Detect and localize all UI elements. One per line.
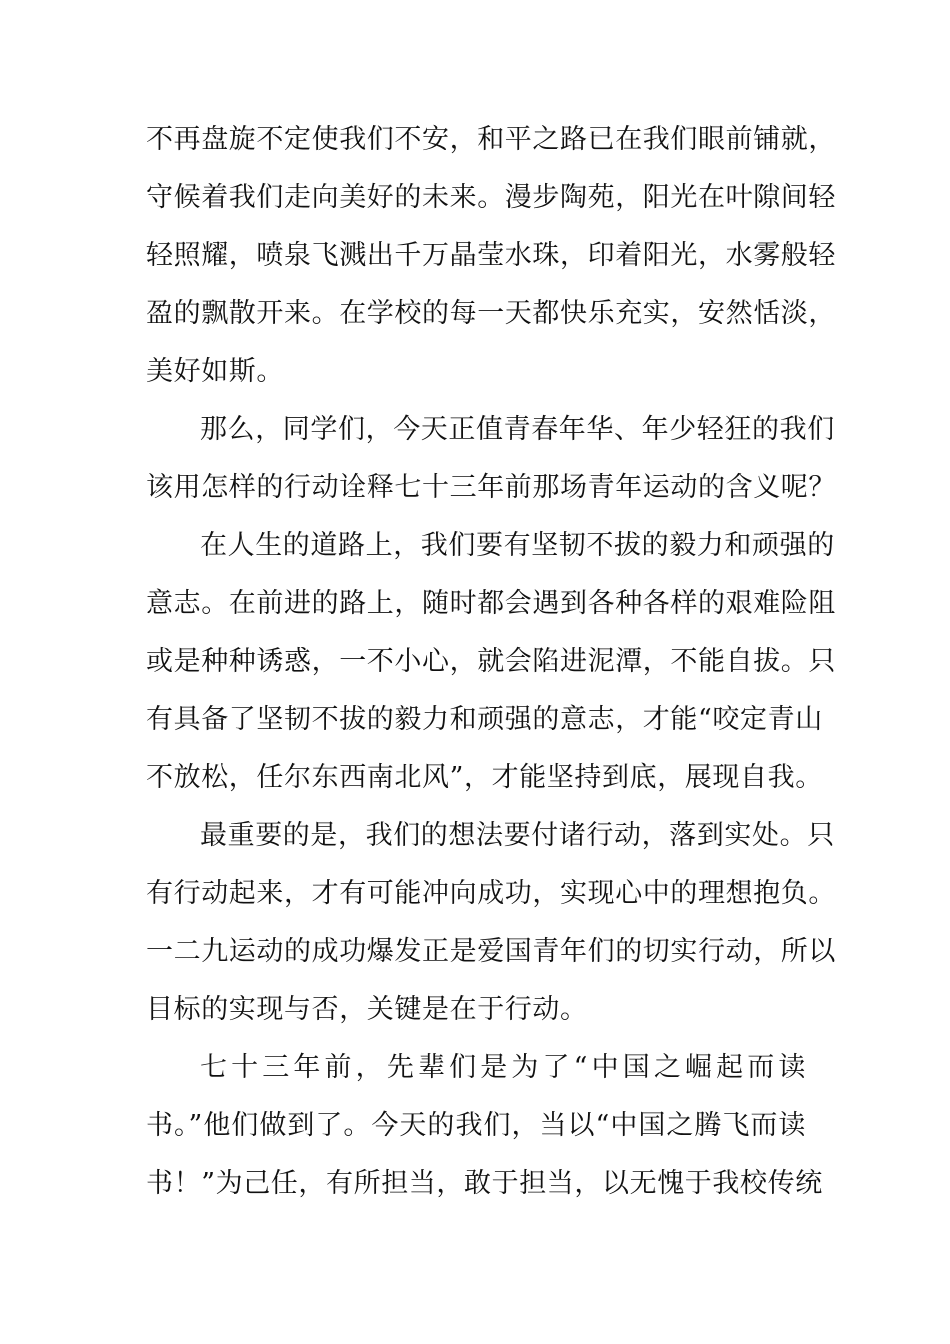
paragraph-line: 该用怎样的行动诠释七十三年前那场青年运动的含义呢？	[146, 472, 836, 503]
paragraph-line: 守候着我们走向美好的未来。漫步陶苑，阳光在叶隙间轻	[146, 182, 836, 213]
paragraph-line: 意志。在前进的路上，随时都会遇到各种各样的艰难险阻	[146, 588, 836, 619]
paragraph-first-line: 那么，同学们，今天正值青春年华、年少轻狂的我们	[200, 414, 835, 445]
paragraph-line: 一二九运动的成功爆发正是爱国青年们的切实行动，所以	[146, 936, 836, 967]
paragraph-line: 不放松，任尔东西南北风”，才能坚持到底，展现自我。	[146, 762, 823, 793]
paragraph-line: 书！”为己任，有所担当，敢于担当，以无愧于我校传统	[146, 1168, 823, 1199]
paragraph-line: 有行动起来，才有可能冲向成功，实现心中的理想抱负。	[146, 878, 836, 909]
paragraph-line: 书。”他们做到了。今天的我们，当以“中国之腾飞而读	[146, 1110, 806, 1141]
paragraph-line: 不再盘旋不定使我们不安，和平之路已在我们眼前铺就，	[146, 124, 836, 155]
paragraph-first-line: 最重要的是，我们的想法要付诸行动，落到实处。只	[200, 820, 835, 851]
paragraph-first-line: 在人生的道路上，我们要有坚韧不拔的毅力和顽强的	[200, 530, 835, 561]
paragraph-line: 或是种种诱惑，一不小心，就会陷进泥潭，不能自拔。只	[146, 646, 836, 677]
paragraph-line: 盈的飘散开来。在学校的每一天都快乐充实，安然恬淡，	[146, 298, 836, 329]
paragraph-line: 目标的实现与否，关键是在于行动。	[146, 994, 588, 1025]
paragraph-line: 有具备了坚韧不拔的毅力和顽强的意志，才能“咬定青山	[146, 704, 823, 735]
paragraph-line: 美好如斯。	[146, 356, 284, 387]
paragraph-line: 轻照耀，喷泉飞溅出千万晶莹水珠，印着阳光，水雾般轻	[146, 240, 836, 271]
paragraph-first-line: 七十三年前，先辈们是为了“中国之崛起而读	[200, 1052, 806, 1083]
